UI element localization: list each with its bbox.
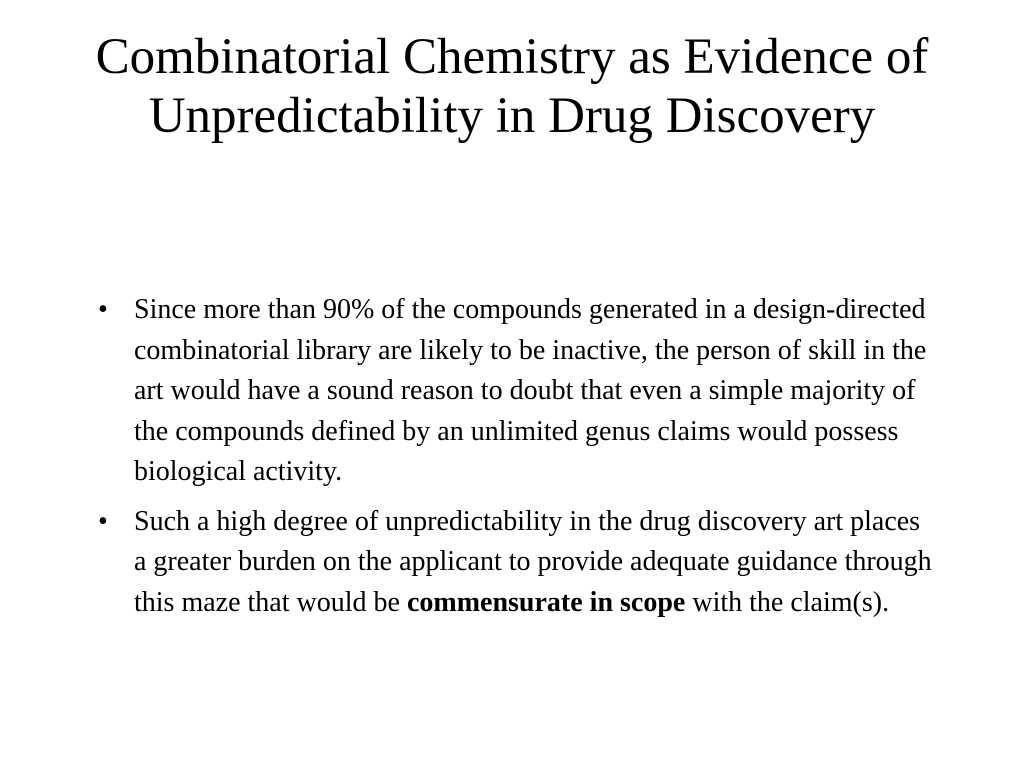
- bullet-icon: •: [98, 505, 108, 537]
- bullet-icon: •: [98, 294, 108, 325]
- bullet-item-2: [92, 502, 932, 624]
- bullet-text-before: Such a high degree of unpredictability in the drug discovery art places a greater burden on the applicant to provide adequate guidance through this maze that would be: [134, 505, 932, 618]
- bullet-text: [134, 506, 932, 618]
- bullet-text: Since more than 90% of the compounds generated in a design-directed combinatorial library are likely to be inactive, the person of skill in the art would have a sound reason to doubt that even a simple majority of the compounds defined by an unlimited genus claims would possess biological activity.: [134, 294, 927, 487]
- bullet-item-1: [92, 290, 932, 493]
- slide-title: Combinatorial Chemistry as Evidence of Unpredictability in Drug Discovery: [95, 29, 929, 145]
- bullet-text-after: with the claim(s).: [685, 586, 890, 618]
- bullet-text-bold: commensurate in scope: [406, 586, 686, 618]
- bullet-list: [92, 290, 932, 632]
